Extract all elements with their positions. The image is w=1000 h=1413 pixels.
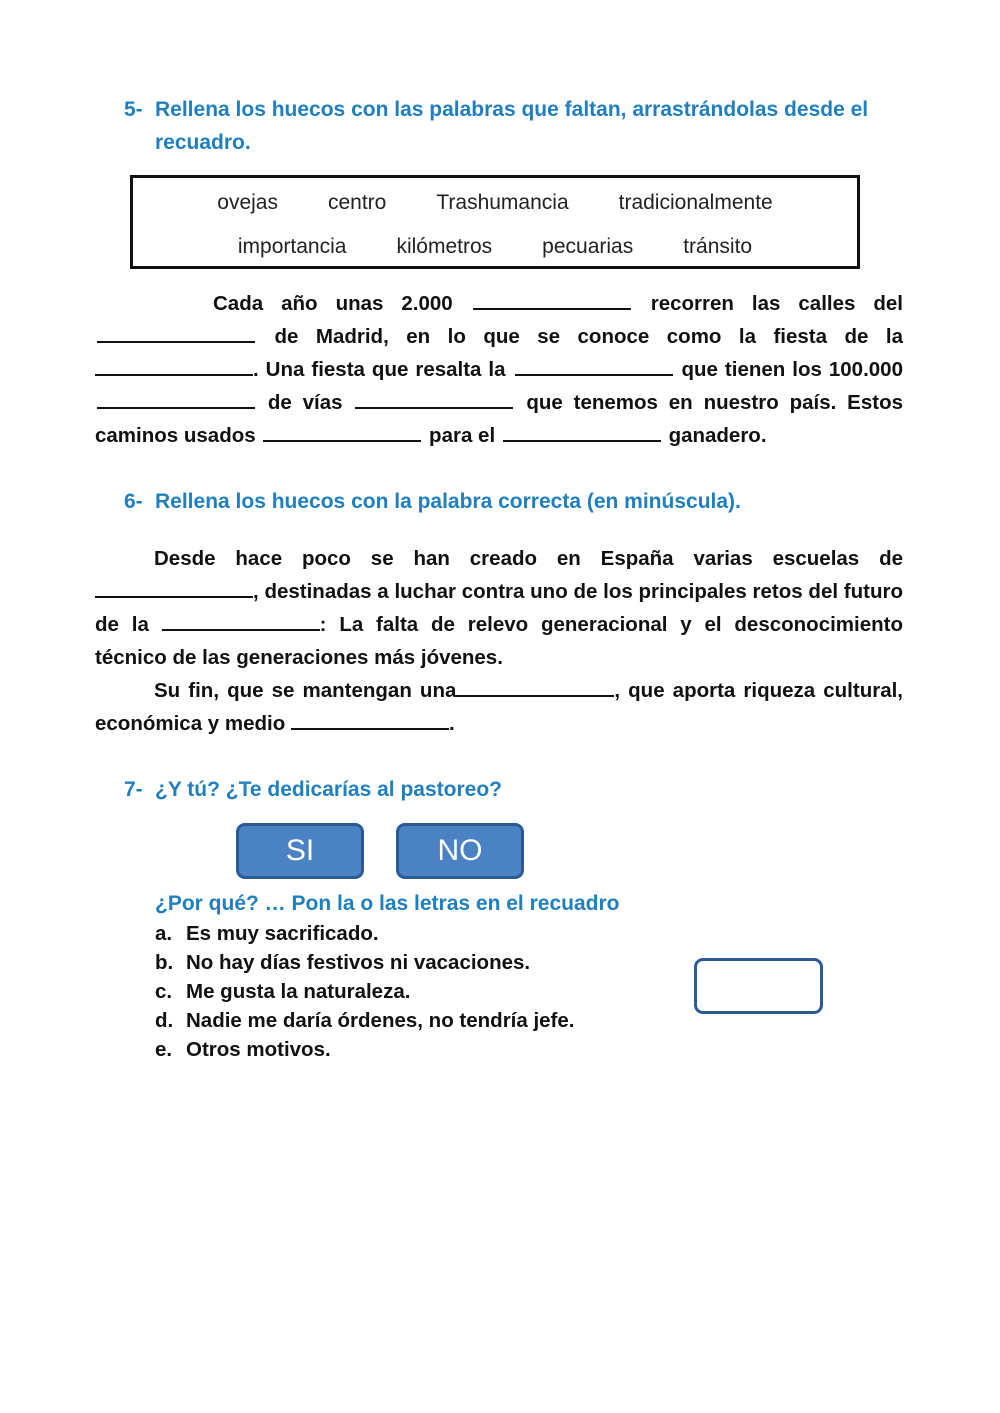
- word-pecuarias[interactable]: pecuarias: [542, 235, 634, 258]
- q5-text-2: recorren las calles del: [650, 292, 903, 315]
- reason-item: [155, 948, 574, 977]
- q5-text-4: . Una fiesta que resalta la: [253, 358, 506, 381]
- word-ovejas[interactable]: ovejas: [217, 191, 278, 214]
- reason-item: [155, 919, 574, 948]
- q5-text-9: ganadero.: [668, 424, 767, 447]
- q5-blank-5[interactable]: [97, 387, 255, 409]
- word-transito[interactable]: tránsito: [683, 235, 753, 258]
- word-bank-row: [133, 188, 857, 218]
- reason-item: [155, 1006, 574, 1035]
- reason-item: [155, 977, 574, 1006]
- no-button[interactable]: NO: [396, 823, 524, 879]
- question-7-number: 7-: [124, 778, 143, 801]
- q6-blank-4[interactable]: [291, 708, 449, 730]
- q6-text-4: Su fin, que se mantengan una: [154, 679, 457, 702]
- q6-text-6: .: [448, 712, 455, 735]
- q5-text-3: de Madrid, en lo que se conoce como la fiesta de la: [274, 325, 904, 348]
- question-6-paragraph-1: [95, 542, 903, 674]
- question-7-title: ¿Y tú? ¿Te dedicarías al pastoreo?: [155, 778, 502, 801]
- q5-blank-3[interactable]: [95, 354, 253, 376]
- reason-text: Otros motivos.: [186, 1038, 331, 1061]
- q5-blank-2[interactable]: [97, 321, 255, 343]
- answer-input-box[interactable]: [694, 958, 823, 1014]
- reason-text: No hay días festivos ni vacaciones.: [186, 951, 531, 974]
- question-5-title: Rellena los huecos con las palabras que faltan, arrastrándolas desde el recuadro.: [155, 98, 869, 154]
- q5-text-7: que tenemos en nuestro país. Estos caminos usados: [95, 391, 903, 447]
- word-trashumancia[interactable]: Trashumancia: [436, 191, 569, 214]
- q5-text-1: Cada año unas 2.000: [213, 292, 453, 315]
- reason-letter: c.: [155, 980, 173, 1003]
- reason-letter: b.: [155, 951, 174, 974]
- q6-text-2: , destinadas a luchar contra uno de los principales retos del futuro de la: [95, 580, 903, 636]
- q6-blank-1[interactable]: [95, 576, 253, 598]
- q6-blank-2[interactable]: [162, 609, 320, 631]
- question-6-number: 6-: [124, 490, 143, 513]
- reason-letter: d.: [155, 1009, 174, 1032]
- q5-blank-6[interactable]: [355, 387, 513, 409]
- q5-text-8: para el: [429, 424, 496, 447]
- q5-blank-8[interactable]: [503, 420, 661, 442]
- q5-blank-7[interactable]: [263, 420, 421, 442]
- reason-letter: e.: [155, 1038, 173, 1061]
- yes-button[interactable]: SI: [236, 823, 364, 879]
- q5-text-6: de vías: [267, 391, 343, 414]
- question-6-paragraph-2: [95, 674, 903, 740]
- q5-text-5: que tienen los 100.000: [681, 358, 903, 381]
- q6-text-5: , que aporta riqueza cultural, económica y medio: [95, 679, 903, 735]
- reason-letter: a.: [155, 922, 173, 945]
- reasons-list: [155, 919, 574, 1064]
- word-kilometros[interactable]: kilómetros: [396, 235, 493, 258]
- why-prompt: ¿Por qué? … Pon la o las letras en el recuadro: [155, 892, 620, 915]
- question-6-title: Rellena los huecos con la palabra correcta (en minúscula).: [155, 490, 741, 513]
- question-5-paragraph: [95, 287, 903, 452]
- reason-item: [155, 1035, 574, 1064]
- reason-text: Me gusta la naturaleza.: [186, 980, 411, 1003]
- q6-text-1: Desde hace poco se han creado en España varias escuelas de: [154, 547, 903, 570]
- word-importancia[interactable]: importancia: [237, 235, 347, 258]
- q5-blank-1[interactable]: [473, 288, 631, 310]
- word-centro[interactable]: centro: [327, 191, 387, 214]
- q6-text-3: : La falta de relevo generacional y el desconocimiento técnico de las generaciones más jóvenes.: [95, 613, 903, 669]
- word-bank: [130, 175, 860, 269]
- word-bank-row: [133, 232, 857, 262]
- question-5-number: 5-: [124, 98, 143, 121]
- q5-blank-4[interactable]: [515, 354, 673, 376]
- word-tradicionalmente[interactable]: tradicionalmente: [618, 191, 773, 214]
- reason-text: Es muy sacrificado.: [186, 922, 379, 945]
- q6-blank-3[interactable]: [456, 675, 614, 697]
- reason-text: Nadie me daría órdenes, no tendría jefe.: [186, 1009, 575, 1032]
